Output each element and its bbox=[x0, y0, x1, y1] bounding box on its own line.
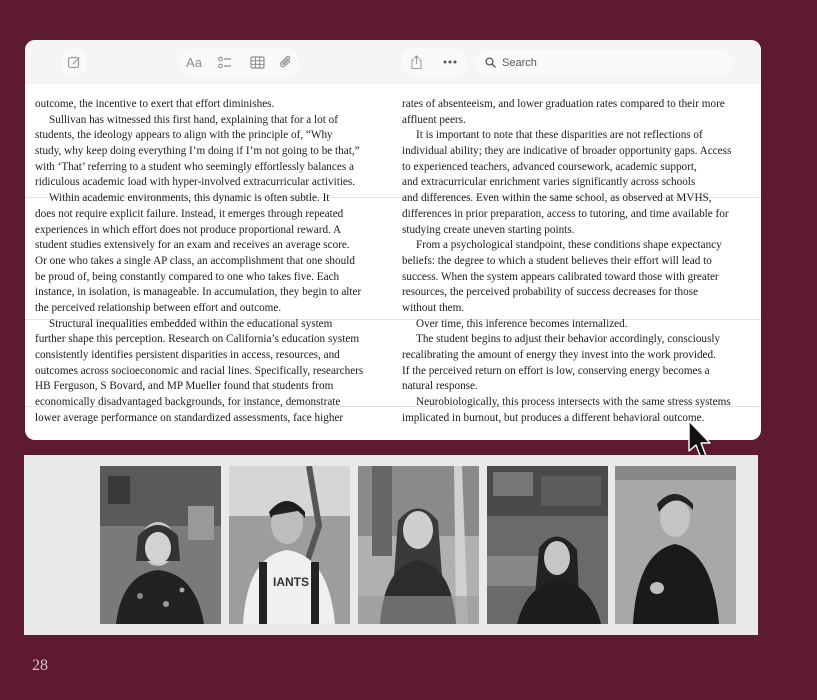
table-button[interactable] bbox=[244, 50, 270, 74]
text-line: the perceived relationship between effort and outcome. bbox=[35, 301, 282, 314]
text-line: Over time, this inference becomes internalized. bbox=[416, 317, 628, 330]
compose-button[interactable] bbox=[61, 50, 87, 74]
more-icon bbox=[443, 60, 457, 64]
text-line: affluent peers. bbox=[402, 113, 466, 126]
format-button[interactable] bbox=[181, 50, 207, 74]
checklist-icon bbox=[218, 56, 232, 69]
share-button[interactable] bbox=[403, 50, 429, 74]
text-line: experiences in which effort does not produce proportional reward. A bbox=[35, 223, 342, 236]
compose-icon bbox=[67, 55, 81, 69]
text-line: students, the ideology appears to align with the principle of, “Why bbox=[35, 129, 333, 142]
text-line: If the perceived return on effort is low, conserving energy becomes a bbox=[402, 364, 710, 377]
share-icon bbox=[410, 55, 423, 70]
text-line: recalibrating the amount of energy they invest into the work provided. bbox=[402, 349, 716, 361]
text-line: success. When the system appears calibrated toward those with greater bbox=[402, 270, 719, 283]
text-line: Within academic environments, this dynamic is often subtle. It bbox=[49, 192, 330, 205]
page-number: 28 bbox=[32, 657, 48, 674]
text-line: and differences. Even within the same school, as observed at MVHS, bbox=[402, 192, 712, 205]
text-line: economically disadvantaged backgrounds, for instance, demonstrate bbox=[35, 396, 341, 409]
text-line: It is important to note that these disparities are not reflections of bbox=[416, 129, 703, 142]
text-line: From a psychological standpoint, these conditions shape expectancy bbox=[416, 239, 722, 252]
text-line: with ‘That’ referring to a student who seemingly effortlessly balances a bbox=[35, 160, 354, 173]
text-line: and extracurricular enrichment varies significantly across schools bbox=[402, 176, 696, 189]
text-line: differences in prior preparation, access to tutoring, and time available for bbox=[402, 207, 729, 220]
text-line: lower average performance on standardized assessments, face higher bbox=[35, 411, 344, 424]
text-line: outcome, the incentive to exert that effort diminishes. bbox=[35, 98, 275, 110]
text-line: Structural inequalities embedded within the educational system bbox=[49, 317, 333, 330]
text-line: student studies extensively for an exam and receives an average score. bbox=[35, 239, 350, 252]
text-line: consistently identifies persistent disparities in access, resources, and bbox=[35, 349, 340, 361]
attachment-button[interactable] bbox=[273, 50, 299, 74]
text-line: HB Ferguson, S Bovard, and MP Mueller found that students from bbox=[35, 380, 334, 393]
student-photo-2 bbox=[229, 466, 350, 624]
photo-strip bbox=[24, 455, 758, 635]
text-line: outcomes across socioeconomic and racial lines. Specifically, researchers bbox=[35, 364, 364, 377]
search-field[interactable] bbox=[475, 50, 733, 75]
text-line: studying create uneven starting points. bbox=[402, 223, 575, 236]
toolbar bbox=[25, 40, 761, 84]
student-photo-1 bbox=[100, 466, 221, 624]
text-line: study, why keep doing everything I’m doing if I’m not going to be that,” bbox=[35, 145, 360, 158]
search-icon bbox=[485, 57, 496, 68]
search-input[interactable] bbox=[502, 57, 702, 69]
text-line: The student begins to adjust their behavior accordingly, consciously bbox=[416, 333, 721, 346]
text-line: implicated in burnout, but produces a different behavioral outcome. bbox=[402, 411, 705, 424]
student-photo-5 bbox=[615, 466, 736, 624]
text-line: ridiculous academic load with hyper-involved extracurricular activities. bbox=[35, 176, 356, 189]
table-icon bbox=[250, 56, 265, 69]
text-line: does not require explicit failure. Instead, it emerges through repeated bbox=[35, 207, 344, 220]
text-line: rates of absenteeism, and lower graduation rates compared to their more bbox=[402, 98, 725, 110]
student-photo-4 bbox=[487, 466, 608, 624]
text-line: without them. bbox=[402, 301, 465, 314]
text-column-right bbox=[402, 97, 754, 426]
more-button[interactable] bbox=[437, 50, 463, 74]
text-column-left bbox=[35, 97, 391, 426]
note-body[interactable] bbox=[25, 84, 761, 440]
text-line: instance, in isolation, is manageable. In accumulation, they begin to alter bbox=[35, 286, 362, 299]
text-line: resources, the perceived probability of success decreases for those bbox=[402, 286, 699, 299]
text-line: be proud of, being constantly compared to one who takes five. Each bbox=[35, 270, 340, 283]
text-line: Sullivan has witnessed this first hand, explaining that for a lot of bbox=[49, 113, 338, 126]
format-label: Aa bbox=[186, 54, 202, 70]
text-line: Or one who takes a single AP class, an accomplishment that one should bbox=[35, 254, 355, 267]
text-line: beliefs: the degree to which a student believes their effort will lead to bbox=[402, 254, 712, 267]
text-line: natural response. bbox=[402, 380, 478, 393]
text-line: individual ability; they are indicative of broader opportunity gaps. Access bbox=[402, 145, 732, 158]
text-line: to experienced teachers, advanced coursework, academic support, bbox=[402, 160, 697, 173]
student-photo-3 bbox=[358, 466, 479, 624]
svg-text:IANTS: IANTS bbox=[273, 575, 309, 589]
checklist-button[interactable] bbox=[212, 50, 238, 74]
notes-window bbox=[25, 40, 761, 440]
text-line: further shape this perception. Research on California’s education system bbox=[35, 333, 360, 346]
paperclip-icon bbox=[279, 55, 293, 69]
text-line: Neurobiologically, this process intersects with the same stress systems bbox=[416, 396, 731, 409]
